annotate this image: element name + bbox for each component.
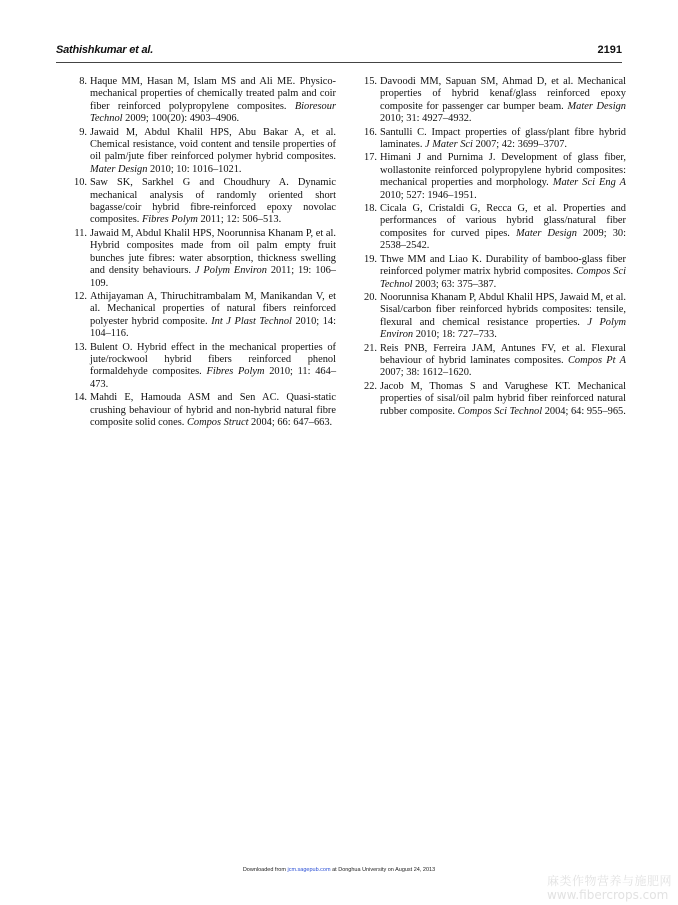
footer-link[interactable]: jcm.sagepub.com xyxy=(287,867,331,873)
reference-journal: Fibres Polym xyxy=(141,214,198,226)
reference-text xyxy=(90,177,336,227)
reference-number: 14. xyxy=(74,392,87,404)
reference-item xyxy=(70,127,336,177)
reference-citation: 2007; 38: 1612–1620. xyxy=(380,367,472,379)
reference-authors-title: Santulli C. Impact properties of glass/plant fibre hybrid laminates. xyxy=(380,126,626,151)
reference-item xyxy=(70,177,336,227)
reference-text xyxy=(380,381,626,418)
watermark-chinese: 麻类作物营养与施肥网 xyxy=(546,874,672,888)
reference-text xyxy=(380,152,626,202)
reference-journal: Mater Design xyxy=(515,227,577,239)
reference-citation: 2009; 100(20): 4903–4906. xyxy=(122,113,240,125)
reference-item xyxy=(360,381,626,418)
page-header xyxy=(56,44,622,60)
watermark xyxy=(547,874,672,902)
watermark-url: www.fibercrops.com xyxy=(546,888,669,902)
reference-journal: Bioresour Technol xyxy=(90,100,336,125)
download-footer xyxy=(0,867,678,873)
reference-authors-title: Noorunnisa Khanam P, Abdul Khalil HPS, Jawaid M, et al. Sisal/carbon fiber reinforced hybrids composites: tensile, flexural and chemical resistance properties. xyxy=(380,291,626,328)
reference-text xyxy=(380,254,626,291)
reference-number: 10. xyxy=(74,177,87,189)
reference-item xyxy=(360,254,626,291)
reference-authors-title: Jacob M, Thomas S and Varughese KT. Mechanical properties of sisal/oil palm hybrid fiber reinforced natural rubber composite. xyxy=(380,380,626,417)
reference-item xyxy=(70,392,336,429)
reference-item xyxy=(70,228,336,290)
reference-citation: 2004; 64: 955–965. xyxy=(542,405,626,417)
reference-journal: J Polym Environ xyxy=(380,316,626,341)
reference-citation: 2003; 63: 375–387. xyxy=(412,278,497,290)
reference-number: 13. xyxy=(74,341,87,353)
reference-number: 22. xyxy=(364,380,377,392)
reference-citation: 2010; 31: 4927–4932. xyxy=(380,113,472,125)
reference-citation: 2010; 527: 1946–1951. xyxy=(380,189,477,201)
reference-text xyxy=(90,392,336,429)
reference-text xyxy=(380,292,626,342)
reference-number: 21. xyxy=(364,342,377,354)
reference-authors-title: Haque MM, Hasan M, Islam MS and Ali ME. Physico-mechanical properties of chemically treated palm and coir fiber reinforced polypropylene composites. xyxy=(90,76,336,112)
reference-item xyxy=(70,342,336,392)
reference-citation: 2009; 30: 2538–2542. xyxy=(380,227,626,252)
footer-prefix: Downloaded from xyxy=(242,867,288,873)
reference-authors-title: Jawaid M, Abdul Khalil HPS, Abu Bakar A, et al. Chemical resistance, void content and tensile properties of oil palm/jute fiber reinforced polymer hybrid composites. xyxy=(90,126,336,163)
reference-authors-title: Reis PNB, Ferreira JAM, Antunes FV, et al. Flexural behaviour of hybrid laminates composites. xyxy=(380,342,626,366)
page-number: 2191 xyxy=(597,44,622,56)
reference-authors-title: Cicala G, Cristaldi G, Recca G, et al. Properties and performances of various hybrid glass/natural fiber composites for curved pipes. xyxy=(380,203,626,239)
reference-authors-title: Davoodi MM, Sapuan SM, Ahmad D, et al. Mechanical properties of hybrid kenaf/glass reinforced epoxy composite for passenger car bumper beam. xyxy=(380,76,626,112)
reference-item xyxy=(360,127,626,152)
reference-text xyxy=(90,127,336,177)
reference-text xyxy=(90,228,336,290)
reference-citation: 2010; 14: 104–116. xyxy=(90,315,336,340)
reference-journal: Compos Struct xyxy=(186,416,249,428)
reference-journal: Int J Plast Technol xyxy=(211,315,292,327)
reference-text xyxy=(380,76,626,126)
reference-text xyxy=(380,343,626,380)
reference-item xyxy=(360,343,626,380)
reference-journal: Mater Design xyxy=(90,163,148,175)
reference-text xyxy=(380,203,626,253)
reference-authors-title: Mahdi E, Hamouda ASM and Sen AC. Quasi-static crushing behaviour of hybrid and non-hybrid natural fibre composite solid cones. xyxy=(90,392,336,428)
reference-number: 20. xyxy=(364,291,377,303)
reference-citation: 2010; 18: 727–733. xyxy=(413,329,497,341)
reference-number: 15. xyxy=(364,76,377,87)
reference-journal: Compos Sci Technol xyxy=(457,405,543,417)
reference-citation: 2011; 19: 106–109. xyxy=(90,265,336,289)
reference-item xyxy=(70,291,336,341)
reference-number: 9. xyxy=(79,126,87,138)
reference-number: 11. xyxy=(74,227,87,239)
reference-text xyxy=(90,291,336,341)
reference-item xyxy=(360,203,626,253)
footer-suffix: at Donghua University on August 24, 2013 xyxy=(330,867,436,873)
reference-authors-title: Thwe MM and Liao K. Durability of bamboo-glass fiber reinforced polymer matrix hybrid composites. xyxy=(380,253,626,278)
reference-authors-title: Himani J and Purnima J. Development of glass fiber, wollastonite reinforced polypropylene hybrid composites: mechanical properties and morphology. xyxy=(380,152,626,189)
reference-text xyxy=(90,342,336,392)
references-right-column xyxy=(360,76,626,419)
reference-number: 8. xyxy=(79,76,87,87)
reference-citation: 2007; 42: 3699–3707. xyxy=(472,139,568,151)
reference-item xyxy=(360,292,626,342)
reference-number: 17. xyxy=(364,152,377,164)
reference-citation: 2010; 10: 1016–1021. xyxy=(147,163,242,175)
reference-authors-title: Athijayaman A, Thiruchitrambalam M, Manikandan V, et al. Mechanical properties of natural fibers reinforced polyester hybrid composite. xyxy=(90,290,336,327)
reference-item xyxy=(360,76,626,126)
reference-authors-title: Saw SK, Sarkhel G and Choudhury A. Dynamic mechanical analysis of randomly oriented short bagasse/coir hybrid fibre-reinforced epoxy novolac composites. xyxy=(90,177,336,226)
references-left-column xyxy=(70,76,336,430)
reference-journal: Mater Sci Eng A xyxy=(552,177,626,189)
reference-text xyxy=(90,76,336,126)
reference-citation: 2011; 12: 506–513. xyxy=(197,214,282,226)
reference-journal: J Polym Environ xyxy=(194,265,267,277)
reference-journal: Compos Pt A xyxy=(567,354,626,366)
reference-journal: Compos Sci Technol xyxy=(380,266,626,290)
reference-number: 16. xyxy=(364,126,377,138)
reference-authors-title: Jawaid M, Abdul Khalil HPS, Noorunnisa Khanam P, et al. Hybrid composites made from oil palm empty fruit bunches jute fibres: water absorption, thickness swelling and density behaviours. xyxy=(90,227,336,277)
reference-item xyxy=(70,76,336,126)
reference-number: 19. xyxy=(364,253,377,265)
reference-citation: 2004; 66: 647–663. xyxy=(248,416,333,428)
reference-text xyxy=(380,127,626,152)
running-head: Sathishkumar et al. xyxy=(56,44,154,56)
reference-journal: J Mater Sci xyxy=(425,139,473,151)
reference-authors-title: Bulent O. Hybrid effect in the mechanical properties of jute/rockwool hybrid fibers reinforced phenol formaldehyde composites. xyxy=(90,341,336,378)
reference-journal: Mater Design xyxy=(567,100,626,112)
reference-journal: Fibres Polym xyxy=(206,366,265,378)
reference-item xyxy=(360,152,626,202)
reference-number: 18. xyxy=(364,203,377,215)
reference-citation: 2010; 11: 464–473. xyxy=(90,366,337,390)
header-rule xyxy=(56,62,622,63)
reference-number: 12. xyxy=(74,290,87,302)
